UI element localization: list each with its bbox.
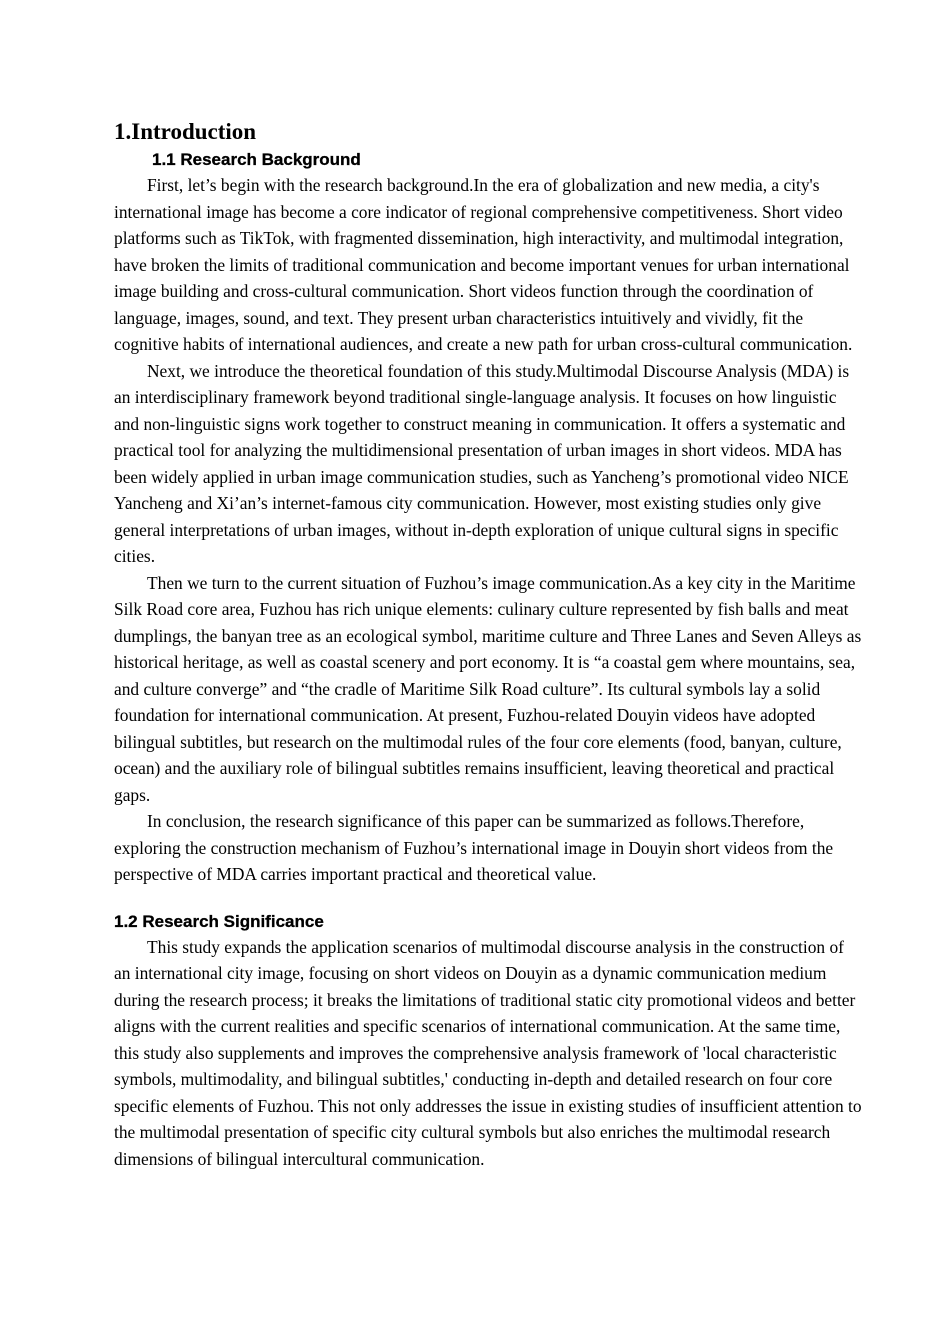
document-page [114,116,862,1172]
paragraph-background-2: Next, we introduce the theoretical foundation of this study.Multimodal Discourse Analysis (MDA) is an interdisciplinary framework beyond traditional single-language analysis. It focuses on how linguistic and non-linguistic signs work together to construct meaning in communication. It offers a systematic and practical tool for analyzing the multidimensional presentation of urban images in short videos. MDA has been widely applied in urban image communication studies, such as Yancheng’s promotional video NICE Yancheng and Xi’an’s internet-famous city communication. However, most existing studies only give general interpretations of urban images, without in-depth exploration of unique cultural signs in specific cities. [114,360,850,566]
section-spacer [114,888,862,910]
subsection-heading-research-significance: 1.2 Research Significance [114,911,324,931]
paragraph-background-1: First, let’s begin with the research background.In the era of globalization and new media, a city's international image has become a core indicator of regional comprehensive competitiveness. Short video platforms such as TikTok, with fragmented dissemination, high interactivity, and multimodal integration, have broken the limits of traditional communication and become important venues for urban international image building and cross-cultural communication. Short videos function through the coordination of language, images, sound, and text. They present urban characteristics intuitively and vividly, fit the cognitive habits of international audiences, and create a new path for urban cross-cultural communication. [114,175,853,354]
paragraph-background-4: In conclusion, the research significance of this paper can be summarized as follows.Therefore, exploring the construction mechanism of Fuzhou’s international image in Douyin short videos from the perspective of MDA carries important practical and theoretical value. [114,811,834,884]
paragraph-background-3: Then we turn to the current situation of Fuzhou’s image communication.As a key city in the Maritime Silk Road core area, Fuzhou has rich unique elements: culinary culture represented by fish balls and meat dumplings, the banyan tree as an ecological symbol, maritime culture and Three Lanes and Seven Alleys as historical heritage, as well as coastal scenery and port economy. It is “a coastal gem where mountains, sea, and culture converge” and “the cradle of Maritime Silk Road culture”. Its cultural symbols lay a solid foundation for international communication. At present, Fuzhou-related Douyin videos have adopted bilingual subtitles, but research on the multimodal rules of the four core elements (food, banyan, culture, ocean) and the auxiliary role of bilingual subtitles remains insufficient, leaving theoretical and practical gaps. [114,572,862,805]
subsection-heading-research-background: 1.1 Research Background [152,150,361,169]
paragraph-significance-1: This study expands the application scenarios of multimodal discourse analysis in the construction of an international city image, focusing on short videos on Douyin as a dynamic communication medium during the research process; it breaks the limitations of traditional static city promotional videos and better aligns with the current realities and specific scenarios of international communication. At the same time, this study also supplements and improves the comprehensive analysis framework of 'local characteristic symbols, multimodality, and bilingual subtitles,' conducting in-depth and detailed research on four core specific elements of Fuzhou. This not only addresses the issue in existing studies of insufficient attention to the multimodal presentation of specific city cultural symbols but also enriches the multimodal research dimensions of bilingual intercultural communication. [114,936,862,1169]
section-heading-introduction: 1.Introduction [114,119,257,144]
